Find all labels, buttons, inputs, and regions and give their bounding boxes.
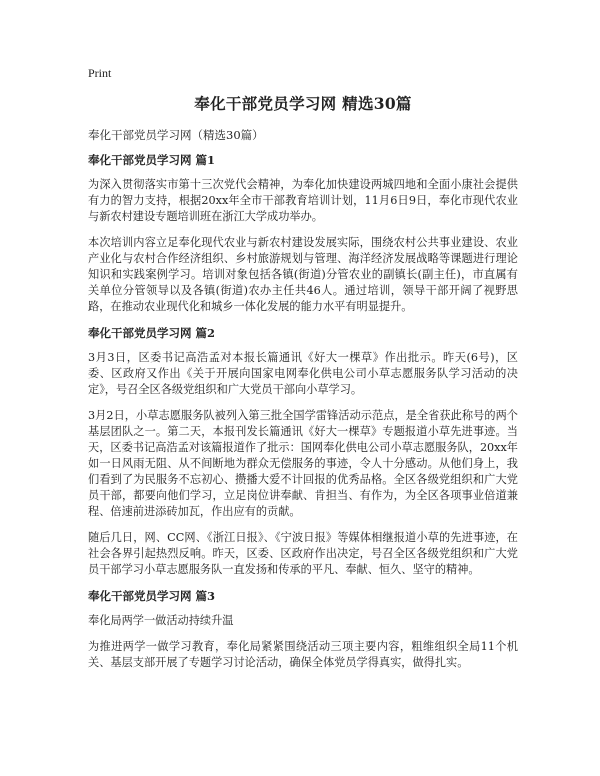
section-heading: 奉化干部党员学习网 篇2 [88,326,216,340]
paragraph: 3月2日，小草志愿服务队被列入第三批全国学雷锋活动示范点，是全省获此称号的两个基层团队之一。第二天，本报刊发长篇通讯《好大一棵草》专题报道小草先进事迹。当天，区委书记高浩孟对该篇报道作了批示：国网奉化供电公司小草志愿服务队，20xx年如一日风雨无阻、从不间断地为群众无偿服务的事迹，令人十分感动。从他们身上，我们看到了为民服务不忘初心、攒播大爱不计回报的优秀品格。全区各级党组织和广大党员干部，都要向他们学习，立足岗位讲奉献、肯担当、有作为，为全区各项事业倍道兼程、倍速前进添砖加瓦，作出应有的贡献。 [88,409,518,518]
section-heading: 奉化干部党员学习网 篇1 [88,153,216,167]
page-title: 奉化干部党员学习网 精选30篇 [194,94,412,113]
paragraph: 为推进两学一做学习教育，奉化局紧紧围绕活动三项主要内容，粗维组织全局11个机关、基层支部开展了专题学习讨论活动，确保全体党员学得真实，做得扎实。 [88,640,518,669]
document-page [88,66,518,681]
paragraph: 随后几日，网、CC网、《浙江日报》、《宁波日报》等媒体相继报道小草的先进事迹，在社会各界引起热烈反响。昨天，区委、区政府作出决定，号召全区各级党组织和广大党员干部学习小草志愿服务队一直发扬和传承的平凡、奉献、恒久、坚守的精神。 [88,531,518,576]
section-1 [88,152,518,315]
paragraph: 本次培训内容立足奉化现代农业与新农村建设发展实际，围绕农村公共事业建设、农业产业化与农村合作经济组织、乡村旅游规划与管理、海洋经济发展战略等课题进行理论知识和实践案例学习。培训对象包括各镇(街道)分管农业的副镇长(副主任)，市直属有关单位分管领导以及各镇(街道)农办主任共46人。通过培训，领导干部开阔了视野思路，在推动农业现代化和城乡一体化发展的能力水平有明显提升。 [88,236,518,313]
section-heading: 奉化干部党员学习网 篇3 [88,589,216,603]
section-2 [88,325,518,578]
print-label: Print [88,66,112,80]
paragraph: 奉化局两学一做活动持续升温 [88,614,234,627]
paragraph: 为深入贯彻落实市第十三次党代会精神，为奉化加快建设两城四地和全面小康社会提供有力的智力支持，根据20xx年全市干部教育培训计划，11月6日9日，奉化市现代农业与新农村建设专题培训班在浙江大学成功举办。 [88,178,518,223]
document-subtitle: 奉化干部党员学习网（精选30篇） [88,128,264,142]
paragraph: 3月3日，区委书记高浩孟对本报长篇通讯《好大一棵草》作出批示。昨天(6号)，区委、区政府又作出《关于开展向国家电网奉化供电公司小草志愿服务队学习活动的决定》，号召全区各级党组织和广大党员干部向小草学习。 [88,351,518,396]
section-3 [88,588,518,671]
